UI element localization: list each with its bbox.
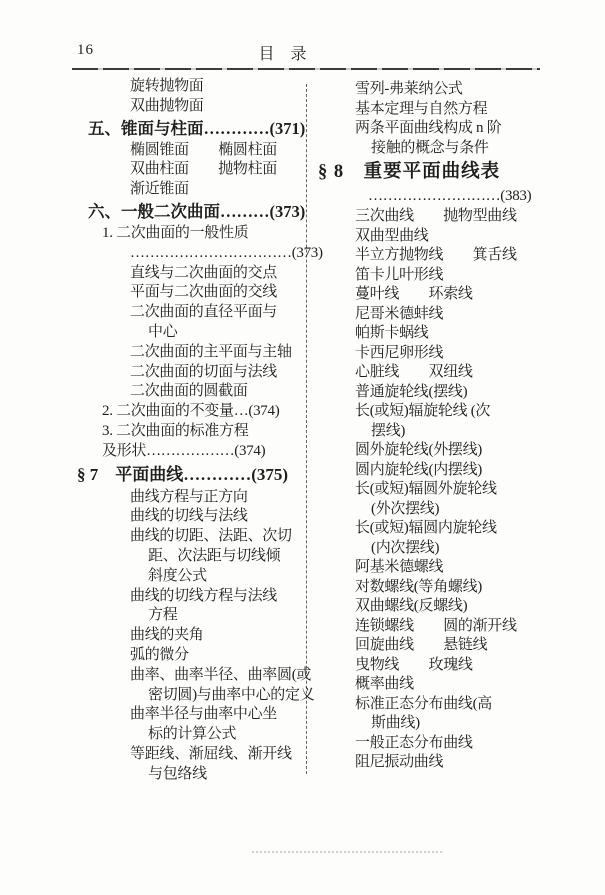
toc-entry: 二次曲面的圆截面	[130, 383, 248, 400]
toc-entry: 连锁螺线 圆的渐开线	[355, 617, 517, 634]
toc-left-column	[77, 77, 323, 785]
toc-entry: 直线与二次曲面的交点	[130, 264, 278, 281]
toc-entry: 长(或短)辐圆内旋轮线	[355, 520, 497, 536]
toc-entry: 曲率半径与曲率中心坐	[130, 706, 278, 723]
toc-entry: 六、一般二次曲面………(373)	[88, 201, 306, 221]
toc-entry: 回旋曲线 悬链线	[355, 637, 488, 653]
toc-entry: 弧的微分	[130, 646, 189, 663]
toc-entry: 密切圆)与曲率中心的定义	[148, 686, 315, 703]
toc-entry: ………………………(383)	[368, 188, 532, 204]
page-number: 16	[77, 42, 94, 58]
toc-entry: (外次摆线)	[371, 500, 440, 517]
toc-entry: 笛卡儿叶形线	[355, 266, 444, 283]
toc-entry: 普通旋轮线(摆线)	[355, 383, 468, 400]
toc-entry: 曲率、曲率半径、曲率圆(或	[130, 666, 312, 683]
scan-artifact	[252, 851, 442, 853]
toc-entry: 3. 二次曲面的标准方程	[102, 422, 249, 439]
toc-entry: 双曲抛物面	[130, 97, 204, 114]
toc-entry: 卡西尼卵形线	[355, 344, 444, 361]
toc-entry: 斜度公式	[148, 567, 207, 584]
toc-entry: 雪列-弗莱纳公式	[355, 81, 463, 97]
toc-entry: 曲线的切线与法线	[130, 508, 248, 525]
toc-entry: 一般正态分布曲线	[355, 734, 473, 751]
toc-entry: 心脏线 双纽线	[355, 364, 473, 380]
toc-entry: 曳物线 玫瑰线	[355, 656, 473, 673]
toc-entry: 蔓叶线 环索线	[355, 286, 473, 302]
toc-entry: 椭圆锥面 椭圆柱面	[130, 141, 278, 158]
toc-entry: 与包络线	[148, 765, 207, 782]
toc-entry: 中心	[148, 323, 178, 340]
toc-entry: 双曲柱面 抛物柱面	[130, 161, 278, 178]
toc-entry: ……………………………(373)	[130, 244, 323, 261]
toc-entry: 尼哥米德蚌线	[355, 305, 444, 322]
toc-entry: 对数螺线(等角螺线)	[355, 578, 482, 595]
toc-entry: 帕斯卡蜗线	[355, 325, 429, 341]
toc-entry: 平面与二次曲面的交线	[130, 284, 278, 301]
toc-entry: 距、次法距与切线倾	[148, 547, 281, 564]
toc-entry: 基本定理与自然方程	[355, 100, 488, 117]
toc-entry: 旋转抛物面	[130, 78, 204, 94]
toc-entry: 1. 二次曲面的一般性质	[102, 224, 249, 241]
toc-entry: 圆内旋轮线(内摆线)	[355, 461, 482, 478]
toc-entry: 圆外旋轮线(外摆线)	[355, 442, 482, 458]
toc-entry: 二次曲面的切面与法线	[130, 363, 278, 380]
toc-entry: 两条平面曲线构成 n 阶	[355, 120, 502, 136]
toc-entry: § 8 重要平面曲线表	[318, 162, 501, 182]
toc-entry: 双曲型曲线	[355, 227, 429, 244]
toc-entry: 接触的概念与条件	[371, 139, 489, 156]
toc-entry: 半立方抛物线 箕舌线	[355, 247, 517, 263]
toc-entry: 长(或短)辐旋轮线 (次	[355, 403, 491, 419]
toc-entry: 概率曲线	[355, 676, 414, 692]
toc-entry: 阻尼振动曲线	[355, 754, 444, 770]
toc-entry: (内次摆线)	[371, 539, 440, 556]
toc-entry: 及形状………………(374)	[102, 442, 266, 459]
header-rule	[72, 68, 540, 70]
toc-right-column	[318, 80, 578, 773]
toc-entry: 五、锥面与柱面…………(371)	[88, 118, 306, 138]
toc-entry: 曲线的夹角	[130, 627, 204, 644]
toc-entry: 二次曲面的主平面与主轴	[130, 343, 292, 360]
toc-entry: 摆线)	[371, 422, 406, 439]
toc-entry: 曲线的切线方程与法线	[130, 587, 278, 604]
toc-entry: 三次曲线 抛物型曲线	[355, 208, 517, 224]
toc-entry: 标的计算公式	[148, 726, 237, 743]
toc-entry: 双曲螺线(反螺线)	[355, 598, 468, 614]
toc-entry: § 7 平面曲线…………(375)	[77, 464, 289, 484]
page-title: 目 录	[258, 46, 307, 63]
toc-entry: 曲线方程与正方向	[130, 488, 248, 505]
toc-entry: 斯曲线)	[371, 715, 420, 731]
toc-entry: 二次曲面的直径平面与	[130, 304, 278, 321]
toc-entry: 曲线的切距、法距、次切	[130, 528, 292, 545]
toc-entry: 方程	[148, 607, 178, 624]
toc-entry: 2. 二次曲面的不变量…(374)	[102, 403, 280, 420]
toc-entry: 阿基米德螺线	[355, 559, 444, 575]
toc-entry: 标准正态分布曲线(高	[355, 695, 492, 712]
toc-entry: 长(或短)辐圆外旋轮线	[355, 481, 497, 497]
toc-entry: 等距线、渐屈线、渐开线	[130, 745, 292, 762]
toc-entry: 渐近锥面	[130, 181, 189, 198]
